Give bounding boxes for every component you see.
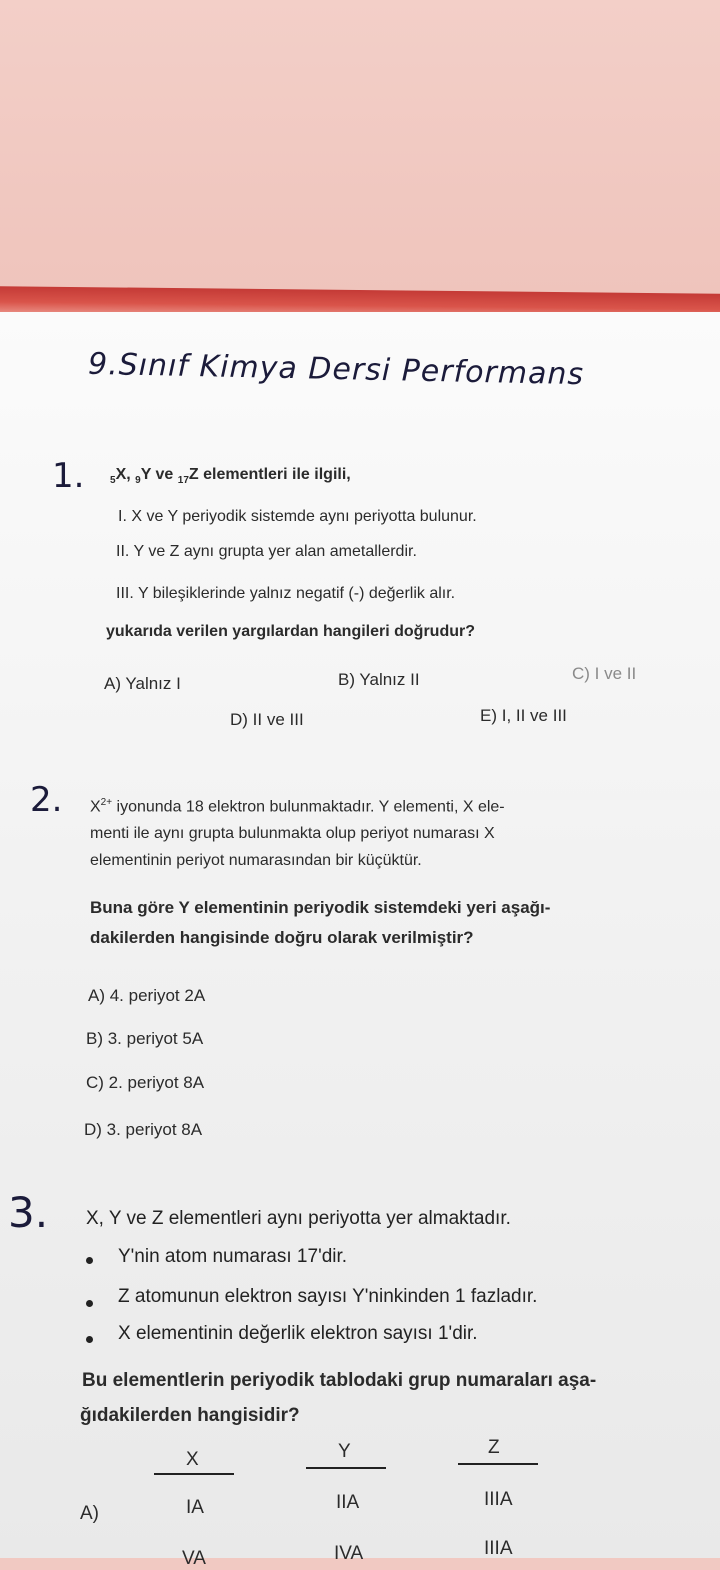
bullet-3-dot [86,1336,93,1343]
question-2-line-3: elementinin periyot numarasından bir küçüktür. [90,852,422,869]
question-3-prompt-1: Bu elementlerin periyodik tablodaki grup numaraları aşa- [82,1370,597,1391]
bullet-3: X elementinin değerlik elektron sayısı 1'dir. [118,1323,478,1344]
option-d[interactable]: D) II ve III [230,710,304,729]
stem-text: Z elementleri ile ilgili, [188,466,351,483]
statement-2: II. Y ve Z aynı grupta yer alan ametallerdir. [116,543,417,560]
ion-charge: 2+ [100,797,113,808]
question-3-number: 3. [8,1188,49,1237]
element-z-atomic-number: 17 [177,475,189,487]
element-y: Y ve [140,466,178,483]
question-2-prompt-1: Buna göre Y elementinin periyodik sistemdeki yeri aşağı- [90,898,551,917]
element-x-atomic-number: 5 [110,475,116,487]
q3-option-a-y: IIA [336,1492,360,1513]
bullet-2-dot [86,1300,93,1307]
q2-option-a[interactable]: A) 4. periyot 2A [88,986,206,1005]
table-header-z: Z [488,1437,500,1458]
q2-option-b[interactable]: B) 3. periyot 5A [86,1029,204,1048]
background-surface [0,0,720,300]
q3-option-a-z: IIIA [484,1489,513,1510]
question-1-prompt: yukarıda verilen yargılardan hangileri doğrudur? [106,623,475,640]
question-2-number: 2. [30,780,63,820]
bullet-1: Y'nin atom numarası 17'dir. [118,1246,348,1267]
table-header-y: Y [338,1441,351,1462]
element-y-atomic-number: 9 [135,475,141,487]
option-c[interactable]: C) I ve II [572,664,637,683]
line-1-text: iyonunda 18 elektron bulunmaktadır. Y elementi, X ele- [112,798,505,816]
statement-3: III. Y bileşiklerinde yalnız negatif (-) değerlik alır. [116,585,456,602]
option-e[interactable]: E) I, II ve III [480,706,567,725]
handwritten-title: 9.Sınıf Kimya Dersi Performans [87,346,585,393]
header-x-underline [154,1473,234,1475]
q2-option-c[interactable]: C) 2. periyot 8A [86,1073,205,1092]
q3-option-b-x: VA [182,1548,206,1569]
bullet-2: Z atomunun elektron sayısı Y'ninkinden 1 fazladır. [118,1286,538,1307]
question-1-number: 1. [52,456,85,496]
header-z-underline [458,1463,538,1465]
q3-option-a-x: IA [186,1497,204,1518]
q3-option-b-z: IIIA [484,1538,513,1559]
q2-option-d[interactable]: D) 3. periyot 8A [84,1120,203,1139]
header-y-underline [306,1467,386,1469]
option-a[interactable]: A) Yalnız I [104,674,181,693]
ion-symbol: X [90,798,101,816]
statement-1: I. X ve Y periyodik sistemde aynı periyotta bulunur. [118,508,477,525]
question-2-prompt-2: dakilerden hangisinde doğru olarak verilmiştir? [90,928,474,947]
question-3-prompt-2: ğıdakilerden hangisidir? [80,1405,300,1426]
option-b[interactable]: B) Yalnız II [338,670,420,689]
bullet-1-dot [86,1257,93,1264]
q3-option-a-label[interactable]: A) [80,1503,99,1524]
element-x: X, [115,466,136,483]
table-header-x: X [186,1449,199,1470]
question-3-stem: X, Y ve Z elementleri aynı periyotta yer almaktadır. [86,1208,511,1229]
q3-option-b-y: IVA [334,1543,364,1564]
question-2-line-1 [90,797,505,816]
question-2-line-2: menti ile aynı grupta bulunmakta olup periyot numarası X [90,825,495,842]
question-1-stem [110,466,351,486]
